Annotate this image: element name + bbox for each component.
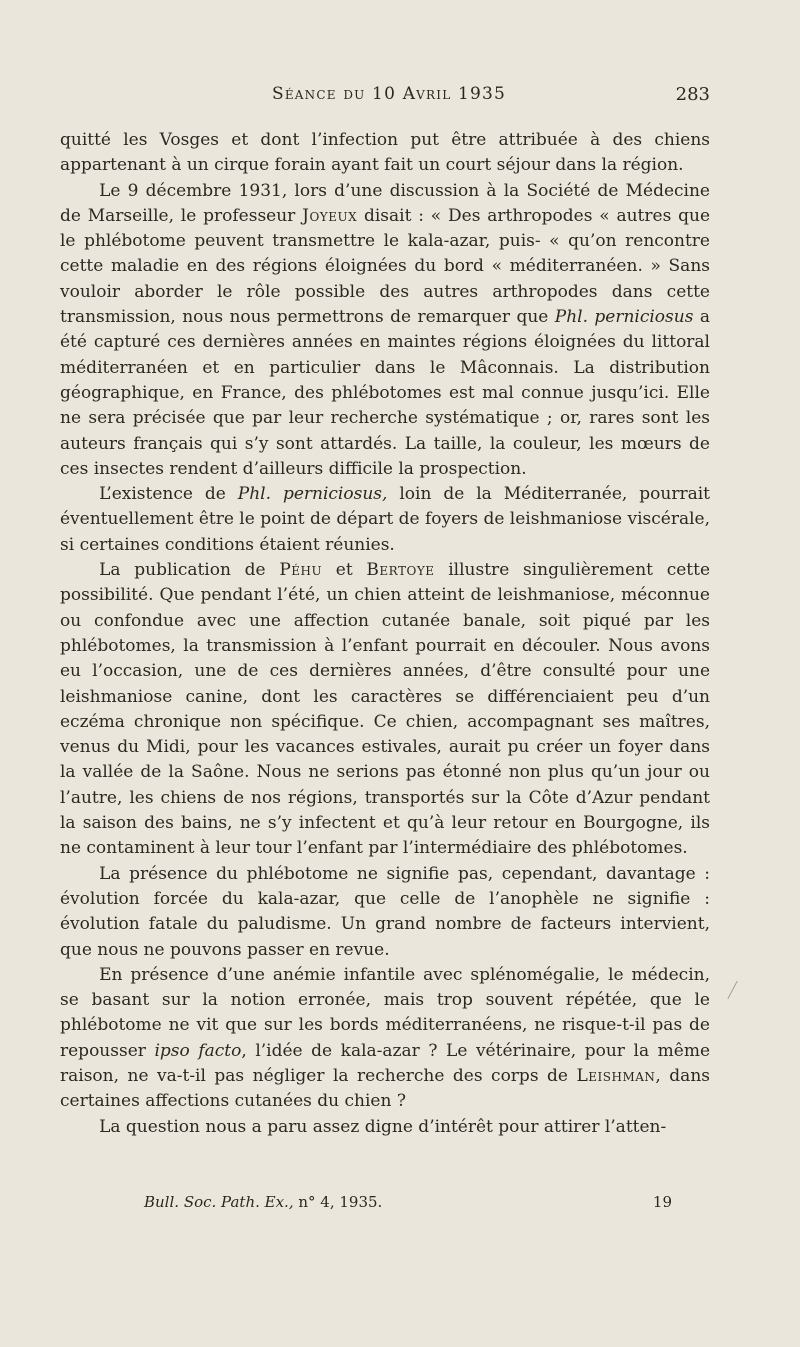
paragraph-6: [60, 963, 710, 1115]
page-footer: [60, 1193, 710, 1215]
paragraph-2-text-a: Le 9 décembre 1931, lors d’une discussion à la Société de Médecine de Marseille, le professeur: [60, 180, 710, 226]
latin-phrase: ipso facto: [154, 1040, 242, 1061]
paragraph-1-text: quitté les Vosges et dont l’infection put être attribuée à des chiens appartenant à un cirque forain ayant fait un court séjour dans la région.: [60, 130, 710, 176]
author-name-leishman: Leishman: [576, 1065, 656, 1086]
running-head: Séance du 10 Avril 1935: [272, 84, 507, 104]
page-header: [60, 84, 710, 112]
paragraph-2-text-c: a été capturé ces dernières années en maintes régions éloignées du littoral méditerranéen et en particulier dans le Mâconnais. La distribution géographique, en France, des phlébotomes est mal connue jusqu’ici. Elle ne sera précisée que par leur recherche systématique ; or, rares sont les auteurs français qui s’y sont attardés. La taille, la couleur, les mœurs de ces insectes rendent d’ailleurs difficile la prospection.: [60, 307, 710, 479]
paragraph-4-text-c: illustre singulièrement cette possibilité. Que pendant l’été, un chien atteint de leishmaniose, méconnue ou confondue avec une affection cutanée banale, soit piqué par les phlébotomes, la transmission à l’enfant pourrait en découler. Nous avons eu l’occasion, une de ces dernières années, d’être consulté pour une leishmaniose canine, dont les caractères se différenciaient peu d’un eczéma chronique non spécifique. Ce chien, accompagnant ses maîtres, venus du Midi, pour les vacances estivales, aurait pu créer un foyer dans la vallée de la Saône. Nous ne serions pas étonné non plus qu’un jour ou l’autre, les chiens de nos régions, transportés sur la Côte d’Azur pendant la saison des bains, ne s’y infectent et qu’à leur retour en Bourgogne, ils ne contaminent à leur tour l’enfant par l’intermédiaire des phlébotomes.: [60, 560, 711, 859]
paragraph-5-text: La présence du phlébotome ne signifie pas, cependant, davantage : évolution forcée du kala-azar, que celle de l’anophèle ne signifie : évolution fatale du paludisme. Un grand nombre de facteurs intervient, que nous ne pouvons passer en revue.: [60, 863, 710, 960]
paragraph-5: [60, 862, 710, 963]
journal-name: Bull. Soc. Path. Ex.,: [144, 1193, 294, 1211]
paragraph-4-text-a: La publication de: [99, 560, 280, 581]
author-name-pehu: Péhu: [279, 560, 323, 581]
page-number: 283: [675, 84, 710, 105]
paragraph-6-text-b: , l’idée de kala-azar ? Le vétérinaire, pour la même raison, ne va-t-il pas négliger la recherche des corps de: [60, 1040, 711, 1086]
paragraph-3: [60, 482, 710, 558]
paragraph-6-text-c: , dans certaines affections cutanées du chien ?: [60, 1065, 710, 1112]
paragraph-1: [60, 128, 710, 179]
margin-mark: [727, 981, 737, 999]
body-text: [60, 128, 710, 1140]
paragraph-6-text-a: En présence d’une anémie infantile avec splénomégalie, le médecin, se basant sur la notion erronée, mais trop souvent répétée, que le phlébotome ne vit que sur les bords méditerranéens, ne risque-t-il pas de repousser: [60, 964, 710, 1061]
paragraph-7: [60, 1115, 710, 1140]
paragraph-2: [60, 179, 710, 483]
paragraph-4-text-b: et: [322, 560, 367, 581]
author-name-joyeux: Joyeux: [302, 205, 358, 226]
paragraph-3-text-a: L’existence de: [99, 484, 238, 505]
paragraph-4: [60, 558, 710, 862]
journal-issue: n° 4, 1935.: [293, 1193, 383, 1211]
signature-mark: 19: [652, 1193, 672, 1211]
author-name-bertoye: Bertoye: [366, 560, 435, 581]
species-name: Phl. perniciosus,: [237, 484, 388, 505]
paragraph-7-text: La question nous a paru assez digne d’intérêt pour attirer l’atten-: [99, 1116, 667, 1137]
paragraph-3-text-b: loin de la Méditerranée, pourrait éventuellement être le point de départ de foyers de leishmaniose viscérale, si certaines conditions étaient réunies.: [60, 484, 710, 555]
journal-citation: [144, 1193, 382, 1211]
species-name: Phl. perniciosus: [554, 307, 694, 328]
paragraph-2-text-b: disait : « Des arthropodes « autres que le phlébotome peuvent transmettre le kala-azar, puis- « qu’on rencontre cette maladie en des régions éloignées du bord « méditerranéen. » Sans vouloir aborder le rôle possible des autres arthropodes dans cette transmission, nous nous permettrons de remarquer que: [60, 205, 711, 328]
